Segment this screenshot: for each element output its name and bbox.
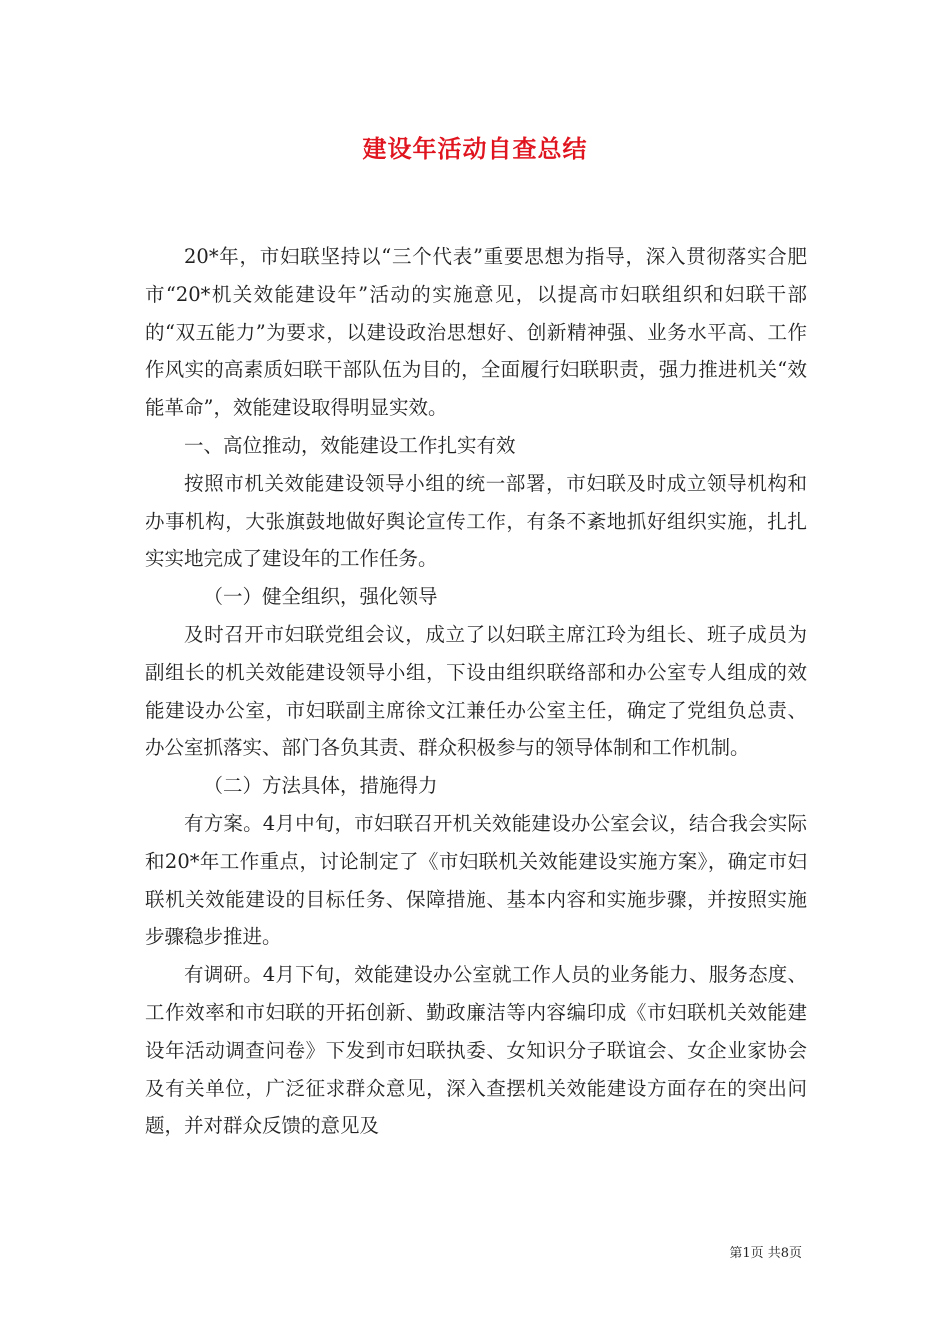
subsection-heading-1: （一）健全组织，强化领导: [203, 585, 438, 609]
paragraph-subsection-1: 及时召开市妇联党组会议，成立了以妇联主席江玲为组长、班子成员为副组长的机关效能建设领导小组，下设由组织联络部和办公室专人组成的效能建设办公室，市妇联副主席徐文江兼任办公室主任，确定了党组负总责、办公室抓落实、部门各负其责、群众积极参与的领导体制和工作机制。: [145, 622, 807, 760]
paragraph-section-1: 按照市机关效能建设领导小组的统一部署，市妇联及时成立领导机构和办事机构，大张旗鼓地做好舆论宣传工作，有条不紊地抓好组织实施，扎扎实实地完成了建设年的工作任务。: [145, 471, 807, 571]
subsection-heading-2: （二）方法具体，措施得力: [203, 774, 438, 798]
paragraph-research: 有调研。4月下旬，效能建设办公室就工作人员的业务能力、服务态度、工作效率和市妇联的开拓创新、勤政廉洁等内容编印成《市妇联机关效能建设年活动调查问卷》下发到市妇联执委、女知识分子联谊会、女企业家协会及有关单位，广泛征求群众意见，深入查摆机关效能建设方面存在的突出问题，并对群众反馈的意见及: [145, 963, 807, 1138]
section-heading-1: 一、高位推动，效能建设工作扎实有效: [184, 433, 516, 457]
page-number: 第1页 共8页: [729, 1246, 802, 1261]
document-title: 建设年活动自查总结: [362, 134, 588, 163]
paragraph-plan: 有方案。4月中旬，市妇联召开机关效能建设办公室会议，结合我会实际和20*年工作重点，讨论制定了《市妇联机关效能建设实施方案》，确定市妇联机关效能建设的目标任务、保障措施、基本内容和实施步骤，并按照实施步骤稳步推进。: [145, 811, 807, 949]
document-body: [145, 238, 807, 1145]
paragraph-intro: 20*年，市妇联坚持以“三个代表”重要思想为指导，深入贯彻落实合肥市“20*机关效能建设年”活动的实施意见，以提高市妇联组织和妇联干部的“双五能力”为要求，以建设政治思想好、创新精神强、业务水平高、工作作风实的高素质妇联干部队伍为目的，全面履行妇联职责，强力推进机关“效能革命”，效能建设取得明显实效。: [145, 245, 807, 420]
